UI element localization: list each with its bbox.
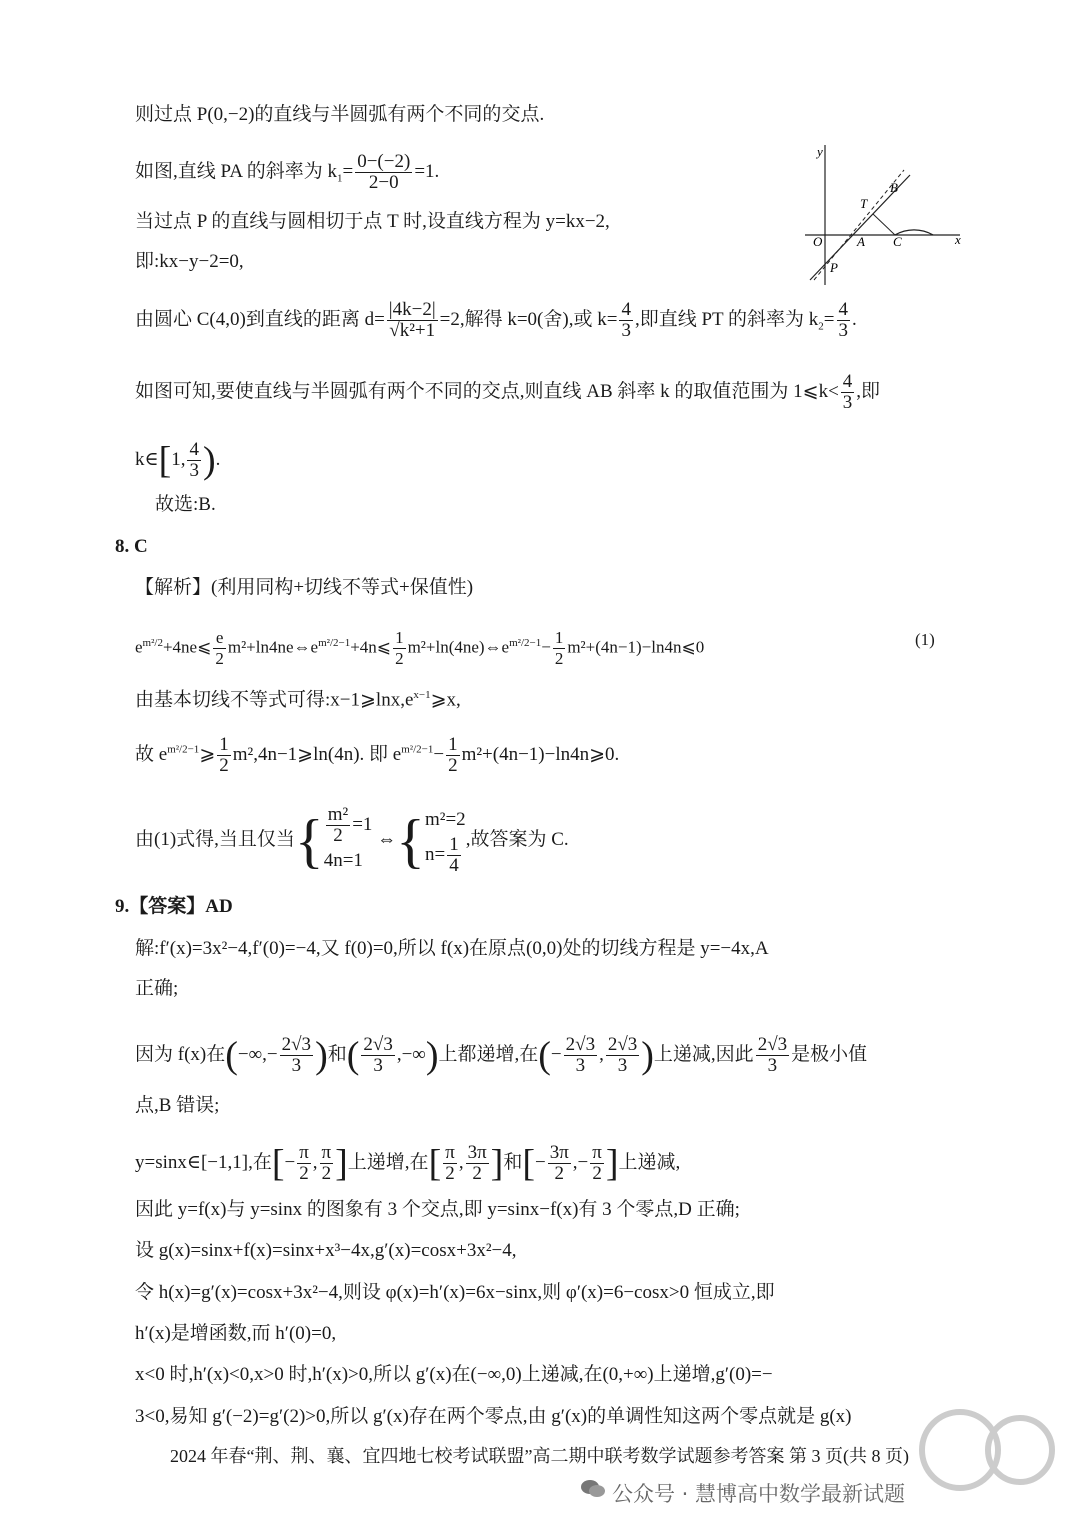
text-line: 即:kx−y−2=0, <box>135 251 244 272</box>
formula-tag: (1) <box>915 630 935 649</box>
semicircle-figure <box>800 140 970 290</box>
label-b: B <box>890 180 898 195</box>
watermark-logo <box>900 1405 1070 1520</box>
q8-analysis-heading: 【解析】(利用同构+切线不等式+保值性) <box>135 577 474 598</box>
q9-line3: 因为 f(x)在(−∞,− $\frac{2√3}{3}$ )和( $\frac{2√3}{3}$ ,−∞)上都递增,在(− $\frac{2√3}{3}$ , $\frac{2√3}{3}$ )上递减,因此 $\frac{2√3}{3}$ 是极小值 <box>135 1034 868 1077</box>
answer-choice: 故选:B. <box>155 494 216 515</box>
wechat-icon <box>580 1478 606 1505</box>
question-9-answer: 9.【答案】AD <box>115 896 233 917</box>
label-p: P <box>830 260 838 275</box>
q9-line8: 令 h(x)=g′(x)=cosx+3x²−4,则设 φ(x)=h′(x)=6x−sinx,则 φ′(x)=6−cosx>0 恒成立,即 <box>135 1282 775 1303</box>
question-8-answer: 8. C <box>115 536 148 557</box>
watermark-text: 公众号 · 慧博高中数学最新试题 <box>612 1482 906 1506</box>
q9-line2: 正确; <box>135 978 179 999</box>
text: =1. <box>414 160 440 182</box>
label-o: O <box>813 234 823 249</box>
q9-line10: x<0 时,h′(x)<0,x>0 时,h′(x)>0,所以 g′(x)在(−∞,0)上递减,在(0,+∞)上递增,g′(0)=− <box>135 1364 773 1385</box>
slope-pa-line: 如图,直线 PA 的斜率为 $k_1=$ $\frac{0-(-2)}{2-0}$ =1. <box>135 151 440 193</box>
radius-ct <box>873 214 895 235</box>
q9-line1: 解:f′(x)=3x²−4,f′(0)=−4,又 f(0)=0,所以 f(x)在原点(0,0)处的切线方程是 y=−4x,A <box>135 938 769 959</box>
q8-line4: 故 $e^{m^2/2-1}⩾$ $\frac{1}{2}$ m²,4n−1⩾ln(4n). 即 $e^{m^2/2-1}-$ $\frac{1}{2}$ m²+(4n−1)−ln4n⩾0. <box>135 734 620 776</box>
q9-line6: 因此 y=f(x)与 y=sinx 的图象有 3 个交点,即 y=sinx−f(x)有 3 个零点,D 正确; <box>135 1199 740 1220</box>
label-x: x <box>955 232 961 247</box>
label-t: T <box>860 196 868 211</box>
q8-line5: 由(1)式得,当且仅当{ $\frac{\text{m²}}{2}$ =1 4n=1 ⇔{m²=2 n= $\frac{1}{4}$ ,故答案为 C. <box>135 804 569 877</box>
range-result: k∈[1, $\frac{4}{3}$ ). <box>135 439 221 482</box>
range-line: 如图可知,要使直线与半圆弧有两个不同的交点,则直线 AB 斜率 k 的取值范围为 1⩽k< $\frac{4}{3}$ ,即 <box>135 371 881 413</box>
fraction: $\frac{0-(-2)}{2-0}$ <box>357 151 411 193</box>
q9-line11: 3<0,易知 g′(−2)=g′(2)>0,所以 g′(x)存在两个零点,由 g′(x)的单调性知这两个零点就是 g(x) <box>135 1406 852 1427</box>
text-line: 则过点 P(0,−2)的直线与半圆弧有两个不同的交点. <box>135 104 545 125</box>
label-c: C <box>893 234 902 249</box>
label-y: y <box>817 144 823 159</box>
q9-line4: 点,B 错误; <box>135 1095 220 1116</box>
q8-formula-1: $e^{m^2/2}+4ne⩽$ $\frac{e}{2}$ $m^2+\ln 4ne\Leftrightarrow e^{m^2/2-1}+4n⩽$ $\frac{1}{2}$ $m^2+\ln(4ne)\Leftrightarrow e^{m^2/2-1}-$ $\frac{1}{2}$ m²+(4n−1)−ln4n⩽0 <box>135 628 705 668</box>
distance-line: 由圆心 C(4,0)到直线的距离 d= $\frac{|4k-2|}{\text{√k²+1}}$ =2,解得 k=0(舍),或 k= $\frac{4}{3}$ ,即直线 PT 的斜率为 $k_2=$ $\frac{4}{3}$ . <box>135 299 857 341</box>
label-a: A <box>857 234 865 249</box>
q9-line7: 设 g(x)=sinx+f(x)=sinx+x³−4x,g′(x)=cosx+3x²−4, <box>135 1240 517 1261</box>
text-line: 当过点 P 的直线与圆相切于点 T 时,设直线方程为 y=kx−2, <box>135 211 610 232</box>
page-footer: 2024 年春“荆、荆、襄、宜四地七校考试联盟”高二期中联考数学试题参考答案 第 3 页(共 8 页) <box>170 1446 909 1466</box>
q8-line3: 由基本切线不等式可得$:x-1⩾\ln x,e^{x-1}⩾x$, <box>135 689 461 711</box>
q9-line9: h′(x)是增函数,而 h′(0)=0, <box>135 1323 337 1344</box>
q9-line5: y=sinx∈[−1,1],在[− $\frac{\pi}{2}$ , $\frac{\pi}{2}$ ]上递增,在[ $\frac{\pi}{2}$ , $\frac{3\pi}{2}$ ]和[− $\frac{3\pi}{2}$ ,− $\frac{\pi}{2}$ ]上递减, <box>135 1142 681 1185</box>
text: 如图,直线 PA 的斜率为 k <box>135 160 337 182</box>
